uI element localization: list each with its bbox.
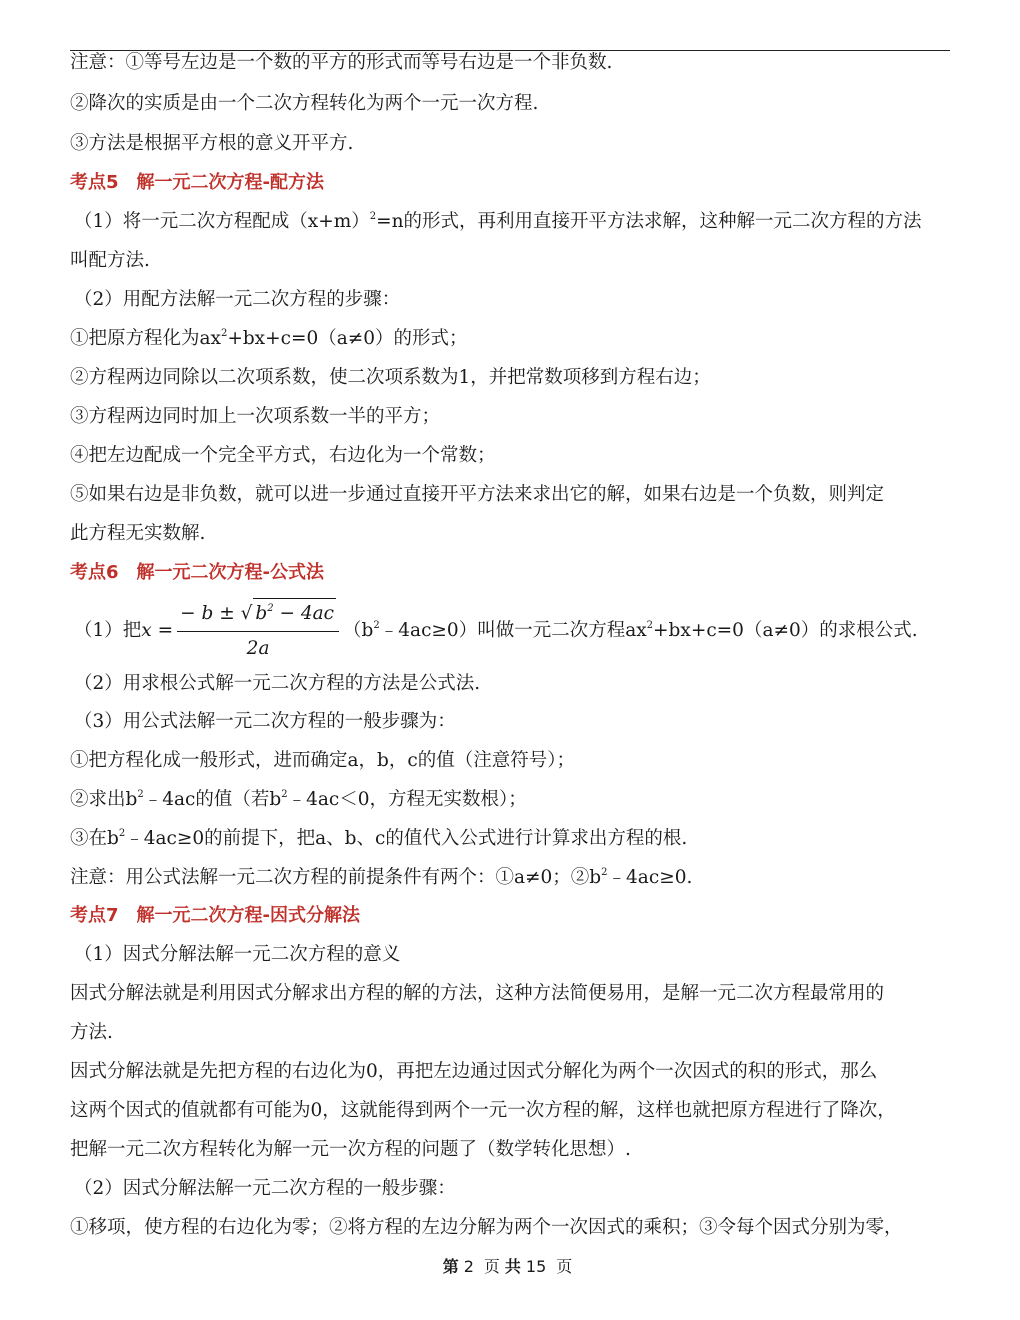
k5-para-1-cont: 叫配方法.	[70, 250, 150, 271]
section-heading-k6: 考点6 解一元二次方程-公式法	[70, 562, 324, 583]
k5-step-5: ⑤如果右边是非负数，就可以进一步通过直接开平方法来求出它的解，如果右边是一个负数，则判定	[70, 484, 885, 505]
k5-step-5-cont: 此方程无实数解.	[70, 523, 206, 544]
quadratic-formula: $\frac{- b \pm √ b^2 - 4ac}{2a}$	[177, 598, 339, 664]
k7-text-2-cont-2: 把解一元二次方程转化为解一元一次方程的问题了（数学转化思想）.	[70, 1139, 631, 1160]
k7-para-2: （2）因式分解法解一元二次方程的一般步骤：	[74, 1178, 456, 1199]
k5-para-2: （2）用配方法解一元二次方程的步骤：	[74, 289, 401, 310]
k6-step-2: ②求出$b^2﹣4ac$的值（若$b^2﹣4ac<0$，方程无实数根）；	[70, 789, 527, 810]
k5-step-3: ③方程两边同时加上一次项系数一半的平方；	[70, 406, 441, 427]
k6-formula-line: （1）把x = $\frac{- b \pm √ b^2 - 4ac}{2a}$ $(b^2﹣4ac\ge 0)$叫做一元二次方程$ax^2+bx+c=0(a\ne 0)$的求根公式.	[74, 598, 964, 664]
k7-para-1: （1）因式分解法解一元二次方程的意义	[74, 944, 401, 965]
k7-text-1-cont: 方法.	[70, 1022, 113, 1043]
note-line-2: ②降次的实质是由一个二次方程转化为两个一元一次方程.	[70, 93, 539, 114]
section-heading-k7: 考点7 解一元二次方程-因式分解法	[70, 905, 360, 926]
note-line-1: 注意：①等号左边是一个数的平方的形式而等号右边是一个非负数.	[70, 52, 613, 73]
k5-step-2: ②方程两边同除以二次项系数，使二次项系数为1，并把常数项移到方程右边；	[70, 367, 711, 388]
k6-step-1: ①把方程化成一般形式，进而确定a，b，c的值（注意符号）；	[70, 750, 575, 771]
section-heading-k5: 考点5 解一元二次方程-配方法	[70, 172, 324, 193]
k6-step-3: ③在$b^2﹣4ac\ge 0$的前提下，把a、b、c的值代入公式进行计算求出方程的根.	[70, 828, 688, 849]
k6-para-2: （2）用求根公式解一元二次方程的方法是公式法.	[74, 673, 481, 694]
k5-para-1: （1）将一元二次方程配成$(x+m)^2=n$的形式，再利用直接开平方法求解，这种解一元二次方程的方法	[74, 211, 922, 232]
k6-para-3: （3）用公式法解一元二次方程的一般步骤为：	[74, 711, 456, 732]
k7-step-1: ①移项，使方程的右边化为零；②将方程的左边分解为两个一次因式的乘积；③令每个因式分别为零，	[70, 1217, 903, 1238]
k7-text-2-cont-1: 这两个因式的值就都有可能为0，这就能得到两个一元一次方程的解，这样也就把原方程进行了降次，	[70, 1100, 896, 1121]
k7-text-2: 因式分解法就是先把方程的右边化为0，再把左边通过因式分解化为两个一次因式的积的形式，那么	[70, 1061, 878, 1082]
k5-step-1: ①把原方程化为$ax^2+bx+c=0(a\ne 0)$的形式；	[70, 328, 468, 349]
page-footer: 第 2 页 共 15 页	[442, 1257, 573, 1276]
k5-step-4: ④把左边配成一个完全平方式，右边化为一个常数；	[70, 445, 496, 466]
note-line-3: ③方法是根据平方根的意义开平方.	[70, 133, 354, 154]
formula-x: x =	[141, 620, 174, 641]
k7-text-1: 因式分解法就是利用因式分解求出方程的解的方法，这种方法简便易用，是解一元二次方程最常用的	[70, 983, 885, 1004]
k6-note: 注意：用公式法解一元二次方程的前提条件有两个：①a≠0；$②b^2﹣4ac\ge 0$.	[70, 867, 693, 888]
